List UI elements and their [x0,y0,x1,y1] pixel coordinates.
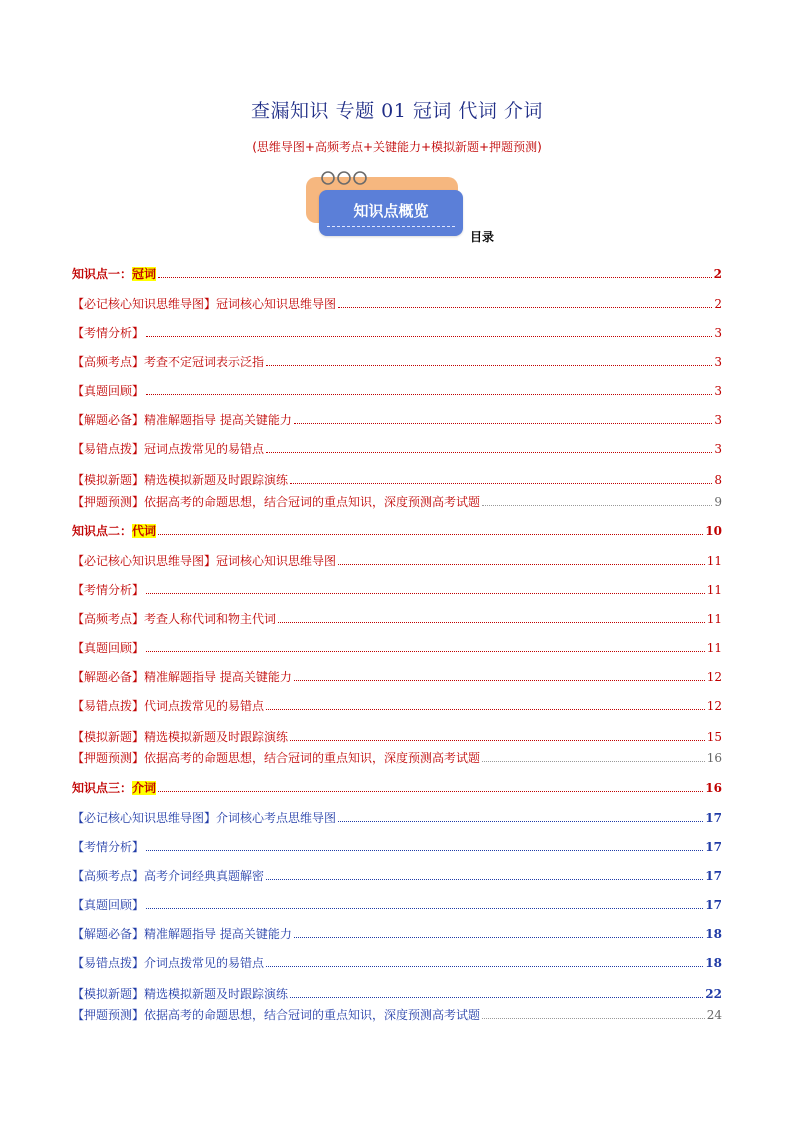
toc-entry[interactable] [72,982,722,1002]
toc-entry[interactable] [72,549,722,569]
toc-entry-label: 【押题预测】依据高考的命题思想，结合冠词的重点知识，深度预测高考试题 [72,1008,481,1022]
toc-leader-dots [158,791,703,792]
toc-entry[interactable] [72,893,722,913]
overview-badge [306,167,466,239]
toc-page-number: 24 [706,1008,722,1022]
toc-entry[interactable] [72,725,722,745]
toc-entry-label: 【解题必备】精准解题指导 提高关键能力 [72,927,292,941]
toc-entry[interactable] [72,578,722,598]
toc-entry-label: 【考情分析】 [72,840,145,854]
toc-page-number: 17 [705,869,722,883]
toc-page-number: 17 [705,811,722,825]
toc-entry[interactable] [72,864,722,884]
toc-leader-dots [266,365,712,366]
toc-leader-dots [482,761,705,762]
toc-entry[interactable] [72,746,722,766]
toc-entry-label: 【模拟新题】精选模拟新题及时跟踪演练 [72,987,289,1001]
toc-page-number: 3 [714,442,722,456]
toc-page-number: 2 [713,267,722,281]
toc-section-highlight: 冠词 [132,267,157,281]
toc-page-number: 12 [706,699,722,713]
toc-entry-label: 【解题必备】精准解题指导 提高关键能力 [72,413,292,427]
toc-leader-dots [158,534,703,535]
toc-entry-label: 【真题回顾】 [72,384,145,398]
toc-page-number: 22 [705,987,722,1001]
toc-entry-label: 【模拟新题】精选模拟新题及时跟踪演练 [72,730,289,744]
toc-leader-dots [290,483,712,484]
toc-leader-dots [482,1018,705,1019]
toc-entry[interactable] [72,468,722,488]
toc-page-number: 3 [714,413,722,427]
toc-entry-label: 【必记核心知识思维导图】冠词核心知识思维导图 [72,554,337,568]
toc-page-number: 3 [714,384,722,398]
toc-leader-dots [146,651,705,652]
toc-entry-label: 【高频考点】考查不定冠词表示泛指 [72,355,265,369]
toc-section-highlight: 介词 [132,781,157,795]
toc-heading: 目录 [470,230,495,244]
toc-entry[interactable] [72,806,722,826]
toc-page-number: 2 [714,297,722,311]
toc-entry-label: 【高频考点】高考介词经典真题解密 [72,869,265,883]
toc-leader-dots [338,821,703,822]
toc-entry-label: 【押题预测】依据高考的命题思想，结合冠词的重点知识，深度预测高考试题 [72,751,481,765]
toc-leader-dots [158,277,712,278]
toc-page-number: 11 [706,641,722,655]
toc-entry-label: 【高频考点】考查人称代词和物主代词 [72,612,277,626]
toc-entry[interactable] [72,694,722,714]
page-title: 查漏知识 专题 01 冠词 代词 介词 [251,100,543,122]
toc-leader-dots [266,966,703,967]
toc-leader-dots [338,307,712,308]
toc-entry-label: 【易错点拨】代词点拨常见的易错点 [72,699,265,713]
toc-entry-label: 【考情分析】 [72,583,145,597]
toc-entry[interactable] [72,636,722,656]
toc-section-prefix: 知识点二： [72,524,133,538]
toc-entry[interactable] [72,490,722,510]
toc-entry-label: 【易错点拨】冠词点拨常见的易错点 [72,442,265,456]
toc-entry[interactable] [72,922,722,942]
toc-entry-label: 【押题预测】依据高考的命题思想，结合冠词的重点知识，深度预测高考试题 [72,495,481,509]
toc-leader-dots [294,423,713,424]
toc-entry-label: 【模拟新题】精选模拟新题及时跟踪演练 [72,473,289,487]
toc-leader-dots [338,564,705,565]
toc-entry-label: 【考情分析】 [72,326,145,340]
toc-entry-label: 【真题回顾】 [72,641,145,655]
toc-leader-dots [290,997,703,998]
badge-label: 知识点概览 [353,202,429,220]
badge-front-card [319,190,463,236]
toc-entry[interactable] [72,321,722,341]
toc-page-number: 3 [714,326,722,340]
toc-entry[interactable] [72,437,722,457]
toc-section-3[interactable] [72,776,722,796]
toc-leader-dots [482,505,712,506]
toc-entry-label: 【解题必备】精准解题指导 提高关键能力 [72,670,292,684]
toc-page-number: 11 [706,612,722,626]
toc-entry[interactable] [72,1003,722,1023]
badge-dashed-line [327,226,455,227]
toc-entry[interactable] [72,665,722,685]
toc-section-highlight: 代词 [132,524,157,538]
toc-entry-label: 【必记核心知识思维导图】冠词核心知识思维导图 [72,297,337,311]
toc-page-number: 16 [705,781,722,795]
toc-leader-dots [146,394,712,395]
toc-leader-dots [266,879,703,880]
toc-section-2[interactable] [72,519,722,539]
toc-page-number: 17 [705,898,722,912]
toc-page-number: 16 [706,751,722,765]
toc-page-number: 12 [706,670,722,684]
toc-page-number: 17 [705,840,722,854]
toc-leader-dots [146,908,703,909]
toc-entry[interactable] [72,350,722,370]
toc-leader-dots [146,593,705,594]
toc-page-number: 3 [714,355,722,369]
toc-section-prefix: 知识点一： [72,267,133,281]
toc-leader-dots [290,740,705,741]
binder-rings-icon [316,167,376,189]
toc-leader-dots [146,850,703,851]
toc-entry[interactable] [72,835,722,855]
toc-page-number: 18 [705,927,722,941]
toc-entry[interactable] [72,292,722,312]
toc-entry[interactable] [72,607,722,627]
toc-page-number: 10 [705,524,722,538]
toc-section-1[interactable] [72,262,722,282]
toc-page-number: 9 [714,495,722,509]
toc-page-number: 11 [706,583,722,597]
toc-leader-dots [294,680,705,681]
toc-page-number: 11 [706,554,722,568]
toc-entry[interactable] [72,408,722,428]
toc-leader-dots [278,622,705,623]
toc-entry-label: 【易错点拨】介词点拨常见的易错点 [72,956,265,970]
toc-leader-dots [266,709,705,710]
toc-page-number: 8 [714,473,722,487]
toc-entry[interactable] [72,379,722,399]
toc-section-prefix: 知识点三： [72,781,133,795]
toc-entry[interactable] [72,951,722,971]
toc-leader-dots [146,336,712,337]
toc-page-number: 18 [705,956,722,970]
toc-leader-dots [266,452,712,453]
toc-entry-label: 【必记核心知识思维导图】介词核心考点思维导图 [72,811,337,825]
toc-page-number: 15 [706,730,722,744]
toc-entry-label: 【真题回顾】 [72,898,145,912]
page-subtitle: (思维导图+高频考点+关键能力+模拟新题+押题预测) [252,140,542,154]
toc-leader-dots [294,937,703,938]
